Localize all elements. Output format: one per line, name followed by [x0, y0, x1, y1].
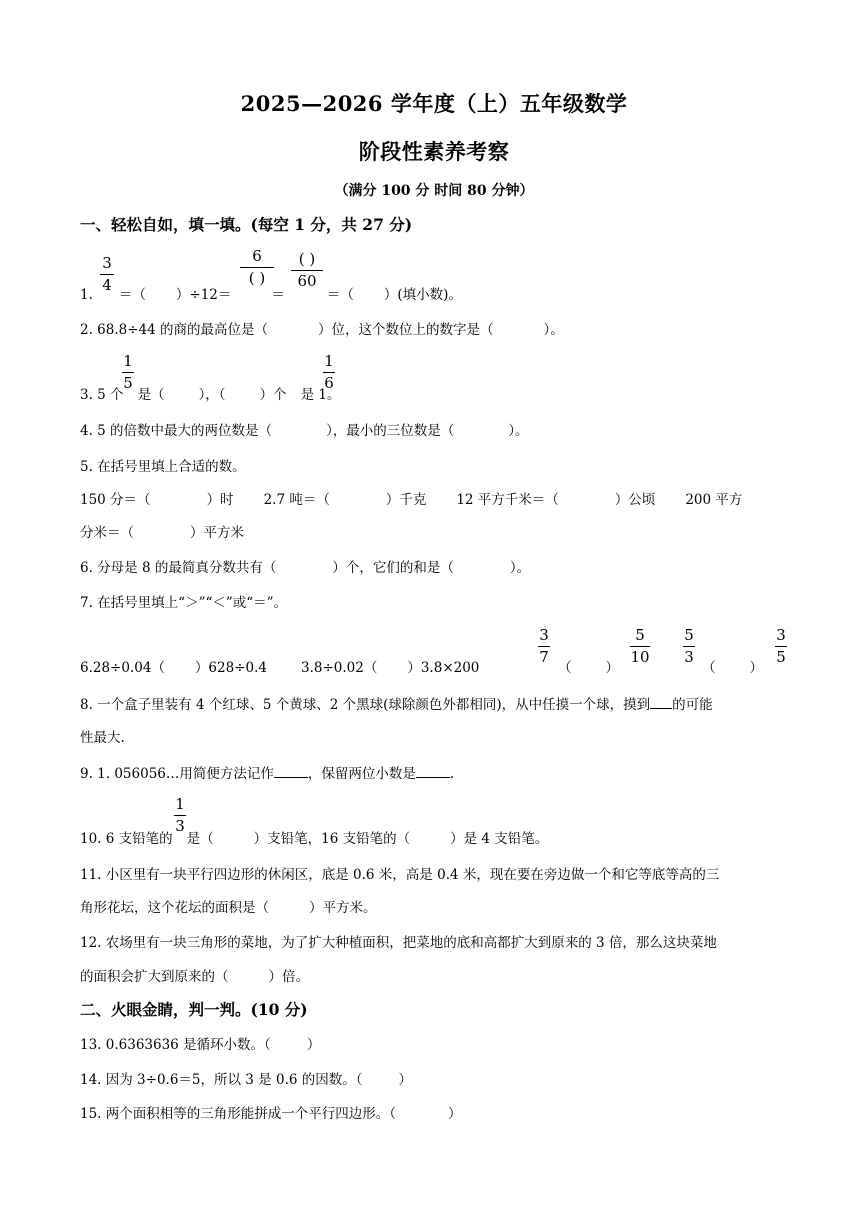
question-2: 2. 68.8÷44 的商的最高位是（ ）位，这个数位上的数字是（ ）。: [80, 322, 564, 338]
answer-blank[interactable]: [416, 765, 450, 778]
fraction-3-5: 3 5: [776, 626, 786, 666]
question-4: 4. 5 的倍数中最大的两位数是（ ），最小的三位数是（ ）。: [80, 423, 529, 439]
fraction-blank-60: ( ) 60: [291, 252, 323, 289]
question-14: 14. 因为 3÷0.6＝5，所以 3 是 0.6 的因数。（ ）: [80, 1072, 412, 1088]
exam-meta: （满分 100 分 时间 80 分钟）: [334, 183, 534, 199]
fraction-1-5: 1 5: [123, 352, 133, 392]
question-9: 9. 1. 056056…用简便方法记作 ，保留两位小数是 .: [80, 766, 455, 782]
fraction-1-6: 1 6: [324, 352, 334, 392]
fraction-1-3: 1 3: [175, 795, 185, 835]
section-2-heading: 二、火眼金睛，判一判。(10 分): [80, 1000, 308, 1019]
exam-title: 2025—2026 学年度（上）五年级数学: [240, 91, 628, 116]
fraction-3-4: 3 4: [100, 256, 114, 293]
section-1-heading: 一、轻松自如，填一填。(每空 1 分，共 27 分): [80, 215, 413, 234]
answer-blank[interactable]: [274, 765, 308, 778]
exam-page: 2025—2026 学年度（上）五年级数学 阶段性素养考察 （满分 100 分 时间 80 分钟） 一、轻松自如，填一填。(每空 1 分，共 27 分) 1. ＝（ ）÷12＝ ＝ ＝（ ）(填小数)。 3 4 6 ( ) ( ) 60 2. 68.8÷44 的商的最高位是（ ）位，这个数位上的数字是（ ）。 3. 5 个 是（ ），（ ）个 是 1。 1 5 1 6 4. 5 的倍数中最大的两位数是（ ），最小的三位数是（ ）。 5. 在括号里填上合适的数。 150 分＝（ ）时 2.7 吨＝（ ）千克 12 平方千米＝（ ）公顷 200 平方 分米＝（ ）平方米 6. 分母是 8 的最简真分数共有（ ）个，它们的和是（ ）。 7. 在括号里填上“＞”“＜”或“＝”。 6.28÷0.04（ ）628÷0.4 3.8÷0.02（ ）3.8×200 3 7 （ ） 5 10 5 3 （ ） 3 5 8. 一个盒子里装有 4 个红球、5 个黄球、2 个黑球(球除颜色外都相同)，从中任摸一个球，摸到 的可能 性最大. 9. 1. 056056…用简便方法记作 ，保留两位小数是 . 10. 6 支铅笔的 是（ ）支铅笔，16 支铅笔的（ ）是 4 支铅笔。 1 3 11. 小区里有一块平行四边形的休闲区，底是 0.6 米，高是 0.4 米，现在要在旁边做一个和它等底等高的三 角形花坛，这个花坛的面积是（ ）平方米。 12. 农场里有一块三角形的菜地，为了扩大种植面积，把菜地的底和高都扩大到原来的 3 倍，那么这块菜地 的面积会扩大到原来的（ ）倍。 二、火眼金睛，判一判。(10 分) 13. 0.6363636 是循环小数。（ ） 14. 因为 3÷0.6＝5，所以 3 是 0.6 的因数。（ ） 15. 两个面积相等的三角形能拼成一个平行四边形。（ ）: [0, 0, 868, 1227]
question-6: 6. 分母是 8 的最简真分数共有（ ）个，它们的和是（ ）。: [80, 560, 531, 576]
answer-blank[interactable]: [650, 696, 672, 709]
fraction-6-blank: 6 ( ): [240, 249, 274, 286]
fraction-5-3: 5 3: [684, 626, 694, 666]
q1-prefix: 1.: [80, 287, 93, 303]
fraction-5-10: 5 10: [630, 626, 650, 666]
question-13: 13. 0.6363636 是循环小数。（ ）: [80, 1037, 321, 1053]
question-15: 15. 两个面积相等的三角形能拼成一个平行四边形。（ ）: [80, 1106, 462, 1122]
fraction-3-7: 3 7: [539, 626, 549, 666]
exam-subtitle: 阶段性素养考察: [358, 139, 510, 164]
